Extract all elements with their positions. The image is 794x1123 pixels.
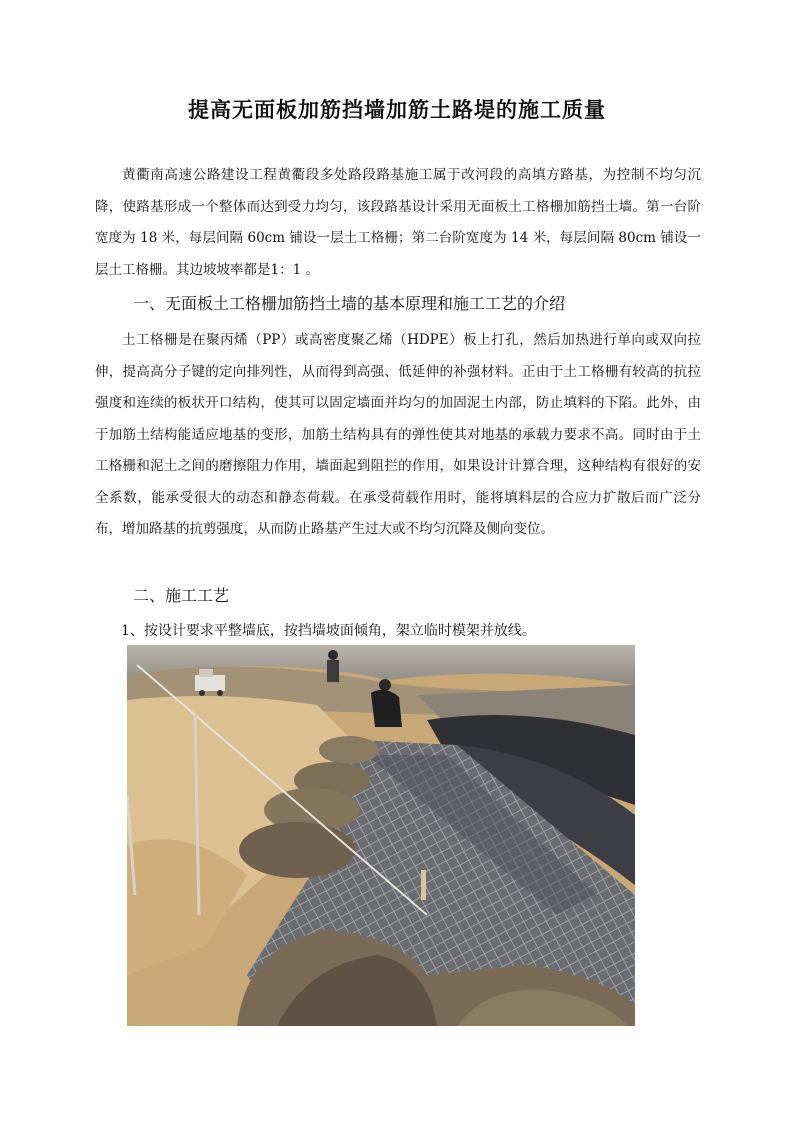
construction-photo (127, 645, 635, 1026)
intro-paragraph: 黄衢南高速公路建设工程黄衢段多处路段路基施工属于改河段的高填方路基，为控制不均匀沉降，使路基形成一个整体而达到受力均匀，该段路基设计采用无面板土工格栅加筋挡土墙。第一台阶宽度为 18 米，每层间隔 60cm 铺设一层土工格栅；第二台阶宽度为 14 米，每层间隔 80cm 铺设一层土工格栅。其边坡坡率都是1：1 。 (95, 167, 701, 278)
section-1-body: 土工格栅是在聚丙烯（PP）或高密度聚乙烯（HDPE）板上打孔，然后加热进行单向或双向拉伸，提高高分子键的定向排列性，从而得到高强、低延伸的补强材料。正由于土工格栅有较高的抗拉强度和连续的板状开口结构，使其可以固定墙面并均匀的加固泥土内部，防止填料的下陷。此外，由于加筋土结构能适应地基的变形，加筋土结构具有的弹性使其对地基的承载力要求不高。同时由于土工格栅和泥土之间的磨擦阻力作用，墙面起到阻拦的作用，如果设计计算合理，这种结构有很好的安全系数，能承受很大的动态和静态荷载。在承受荷载作用时，能将填料层的合应力扩散后而广泛分布，增加路基的抗剪强度，从而防止路基产生过大或不均匀沉降及侧向变位。 (95, 332, 701, 537)
step-1-text: 1、按设计要求平整墙底，按挡墙坡面倾角，架立临时模架并放线。 (121, 623, 536, 639)
document-title: 提高无面板加筋挡墙加筋土路堤的施工质量 (188, 97, 606, 122)
section-2-heading: 二、施工工艺 (133, 586, 230, 605)
construction-photo-illustration (127, 645, 635, 1026)
section-1-heading: 一、无面板土工格栅加筋挡土墙的基本原理和施工工艺的介绍 (133, 294, 566, 313)
